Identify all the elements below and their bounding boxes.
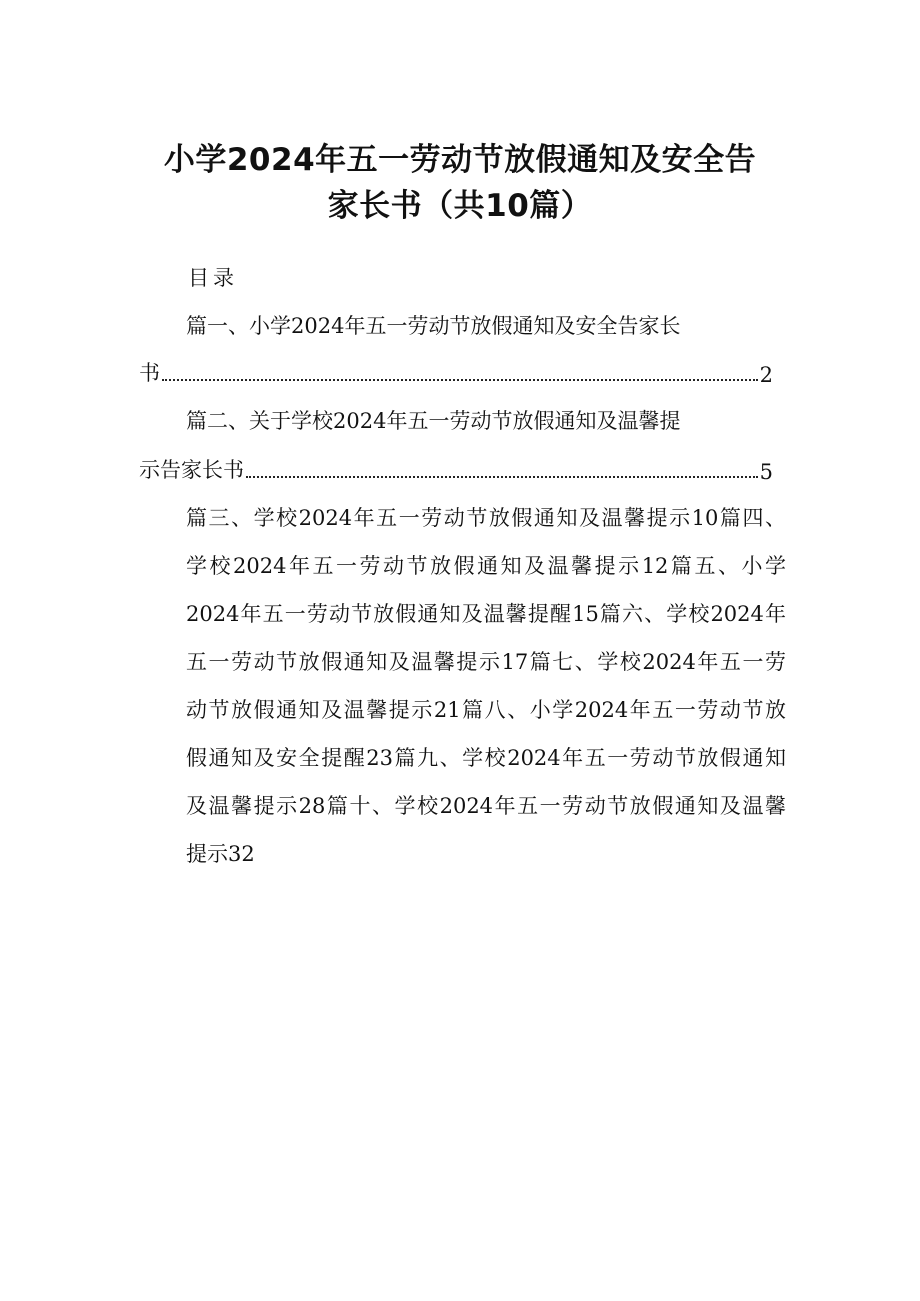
toc-paragraph-line: 假通知及安全提醒23篇九、学校2024年五一劳动节放假通知 — [186, 746, 786, 770]
document-title-line-1: 小学2024年五一劳动节放假通知及安全告 — [163, 142, 757, 178]
toc-entry-2-page: 5 — [759, 460, 773, 484]
toc-entry-1-page: 2 — [759, 363, 773, 387]
toc-heading: 目录 — [188, 266, 238, 290]
toc-dot-leader — [246, 475, 758, 478]
document-title-line-2: 家长书（共10篇） — [327, 188, 593, 224]
toc-entry-1-title[interactable]: 篇一、小学2024年五一劳动节放假通知及安全告家长 — [186, 314, 681, 338]
toc-entry-2-title[interactable]: 篇二、关于学校2024年五一劳动节放假通知及温馨提 — [186, 409, 681, 433]
toc-paragraph-line: 动节放假通知及温馨提示21篇八、小学2024年五一劳动节放 — [186, 698, 786, 722]
toc-paragraph-line: 五一劳动节放假通知及温馨提示17篇七、学校2024年五一劳 — [186, 650, 786, 674]
toc-entry-1-title-cont: 书 — [139, 361, 160, 385]
toc-paragraph-line: 提示32 — [186, 842, 255, 866]
toc-entry-1-row[interactable] — [139, 357, 773, 387]
toc-paragraph-line: 及温馨提示28篇十、学校2024年五一劳动节放假通知及温馨 — [186, 794, 786, 818]
toc-paragraph-line: 学校2024年五一劳动节放假通知及温馨提示12篇五、小学 — [186, 554, 786, 578]
toc-paragraph-line: 2024年五一劳动节放假通知及温馨提醒15篇六、学校2024年 — [186, 602, 786, 626]
toc-entry-2-title-cont: 示告家长书 — [139, 458, 244, 482]
toc-paragraph-line: 篇三、学校2024年五一劳动节放假通知及温馨提示10篇四、 — [186, 506, 786, 530]
toc-entry-2-row[interactable] — [139, 454, 773, 484]
toc-dot-leader — [162, 378, 758, 381]
toc-remaining-entries — [186, 503, 786, 887]
